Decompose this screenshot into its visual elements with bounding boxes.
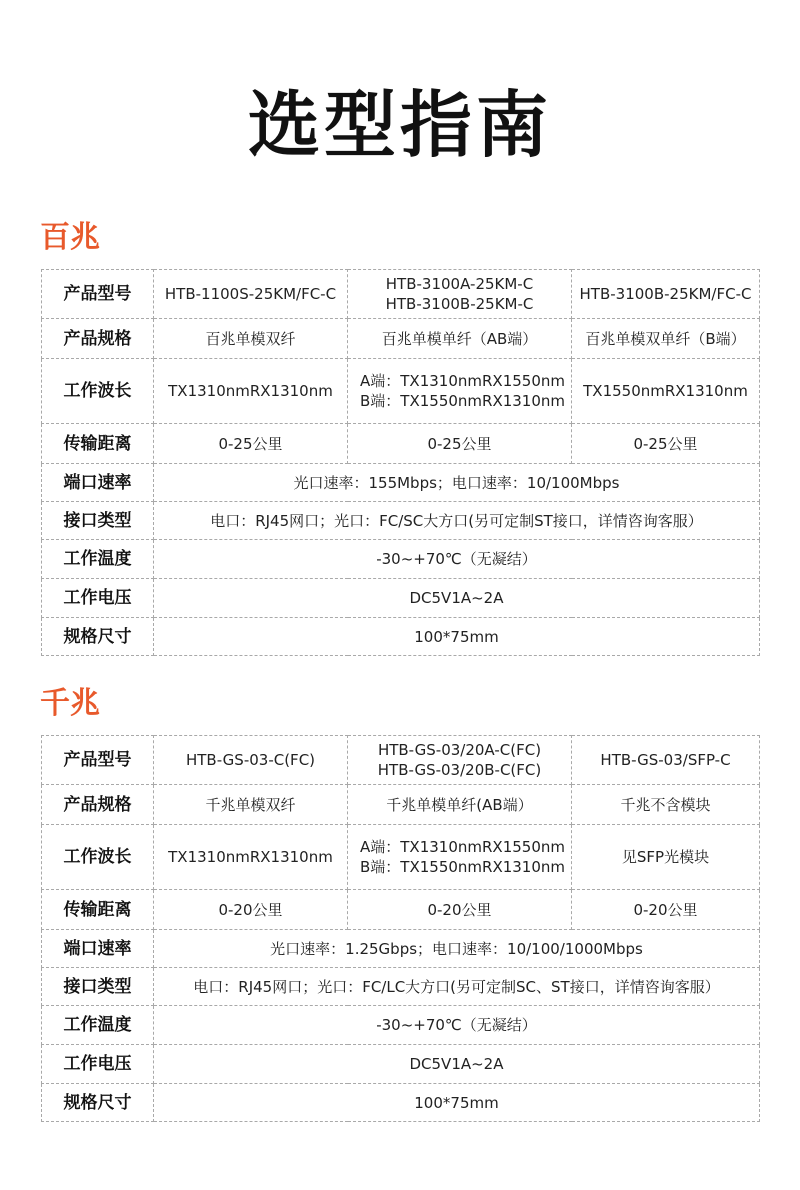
spec-table-100m — [41, 269, 760, 656]
table-cell: 光口速率：1.25Gbps；电口速率：10/100/1000Mbps — [154, 930, 760, 968]
table-cell: HTB-GS-03/SFP-C — [572, 736, 760, 785]
table-cell: 百兆单模单纤（AB端） — [348, 319, 572, 359]
table-cell: 千兆单模双纤 — [154, 785, 348, 825]
table-cell: 100*75mm — [154, 618, 760, 656]
table-row — [42, 540, 760, 579]
table-cell — [348, 825, 572, 890]
table-cell: 百兆单模双纤 — [154, 319, 348, 359]
row-label: 产品型号 — [42, 736, 154, 785]
table-row — [42, 825, 760, 890]
table-cell: TX1550nmRX1310nm — [572, 359, 760, 424]
table-cell: 0-20公里 — [572, 890, 760, 930]
table-cell: 光口速率：155Mbps；电口速率：10/100Mbps — [154, 464, 760, 502]
cell-line: A端：TX1310nmRX1550nm — [360, 372, 565, 390]
table-cell: TX1310nmRX1310nm — [154, 359, 348, 424]
section-title-1000m: 千兆 — [40, 686, 100, 721]
row-label: 接口类型 — [42, 968, 154, 1006]
cell-line: A端：TX1310nmRX1550nm — [360, 838, 565, 856]
cell-line: HTB-GS-03/20A-C(FC) — [377, 741, 542, 759]
table-row — [42, 1084, 760, 1122]
table-row — [42, 502, 760, 540]
cell-line: B端：TX1550nmRX1310nm — [360, 392, 566, 410]
row-label: 工作温度 — [42, 1006, 154, 1045]
table-row — [42, 359, 760, 424]
row-label: 规格尺寸 — [42, 1084, 154, 1122]
table-row — [42, 1006, 760, 1045]
table-cell: 电口：RJ45网口；光口：FC/SC大方口(另可定制ST接口，详情咨询客服） — [154, 502, 760, 540]
table-row — [42, 736, 760, 785]
table-cell: 0-25公里 — [572, 424, 760, 464]
spec-table-1000m — [41, 735, 760, 1122]
table-cell: 0-20公里 — [348, 890, 572, 930]
cell-line: HTB-3100A-25KM-C — [385, 275, 534, 293]
table-cell — [348, 359, 572, 424]
row-label: 产品规格 — [42, 785, 154, 825]
row-label: 工作电压 — [42, 579, 154, 618]
table-cell: 100*75mm — [154, 1084, 760, 1122]
section-title-100m: 百兆 — [40, 220, 100, 255]
table-cell: 0-20公里 — [154, 890, 348, 930]
row-label: 工作波长 — [42, 359, 154, 424]
cell-line: HTB-GS-03/20B-C(FC) — [377, 761, 542, 779]
table-cell: HTB-1100S-25KM/FC-C — [154, 270, 348, 319]
table-row — [42, 785, 760, 825]
table-row — [42, 424, 760, 464]
row-label: 接口类型 — [42, 502, 154, 540]
row-label: 工作温度 — [42, 540, 154, 579]
table-cell: 千兆不含模块 — [572, 785, 760, 825]
table-cell: 千兆单模单纤(AB端） — [348, 785, 572, 825]
table-row — [42, 579, 760, 618]
cell-line: HTB-3100B-25KM-C — [385, 295, 534, 313]
table-cell: TX1310nmRX1310nm — [154, 825, 348, 890]
table-row — [42, 890, 760, 930]
table-cell: DC5V1A~2A — [154, 1045, 760, 1084]
table-row — [42, 1045, 760, 1084]
table-cell: -30~+70℃（无凝结） — [154, 1006, 760, 1045]
table-cell: 百兆单模双单纤（B端） — [572, 319, 760, 359]
row-label: 规格尺寸 — [42, 618, 154, 656]
table-cell — [348, 270, 572, 319]
row-label: 工作波长 — [42, 825, 154, 890]
page-title: 选型指南 — [247, 83, 552, 167]
table-cell: 电口：RJ45网口；光口：FC/LC大方口(另可定制SC、ST接口，详情咨询客服） — [154, 968, 760, 1006]
table-cell: 0-25公里 — [154, 424, 348, 464]
table-cell — [348, 736, 572, 785]
row-label: 产品型号 — [42, 270, 154, 319]
table-row — [42, 319, 760, 359]
row-label: 端口速率 — [42, 930, 154, 968]
table-cell: DC5V1A~2A — [154, 579, 760, 618]
table-row — [42, 618, 760, 656]
row-label: 传输距离 — [42, 424, 154, 464]
table-cell: 见SFP光模块 — [572, 825, 760, 890]
table-row — [42, 270, 760, 319]
table-row — [42, 464, 760, 502]
table-cell: HTB-GS-03-C(FC) — [154, 736, 348, 785]
table-cell: HTB-3100B-25KM/FC-C — [572, 270, 760, 319]
table-row — [42, 968, 760, 1006]
row-label: 产品规格 — [42, 319, 154, 359]
row-label: 传输距离 — [42, 890, 154, 930]
cell-line: B端：TX1550nmRX1310nm — [360, 858, 566, 876]
row-label: 工作电压 — [42, 1045, 154, 1084]
row-label: 端口速率 — [42, 464, 154, 502]
table-cell: -30~+70℃（无凝结） — [154, 540, 760, 579]
table-row — [42, 930, 760, 968]
table-cell: 0-25公里 — [348, 424, 572, 464]
